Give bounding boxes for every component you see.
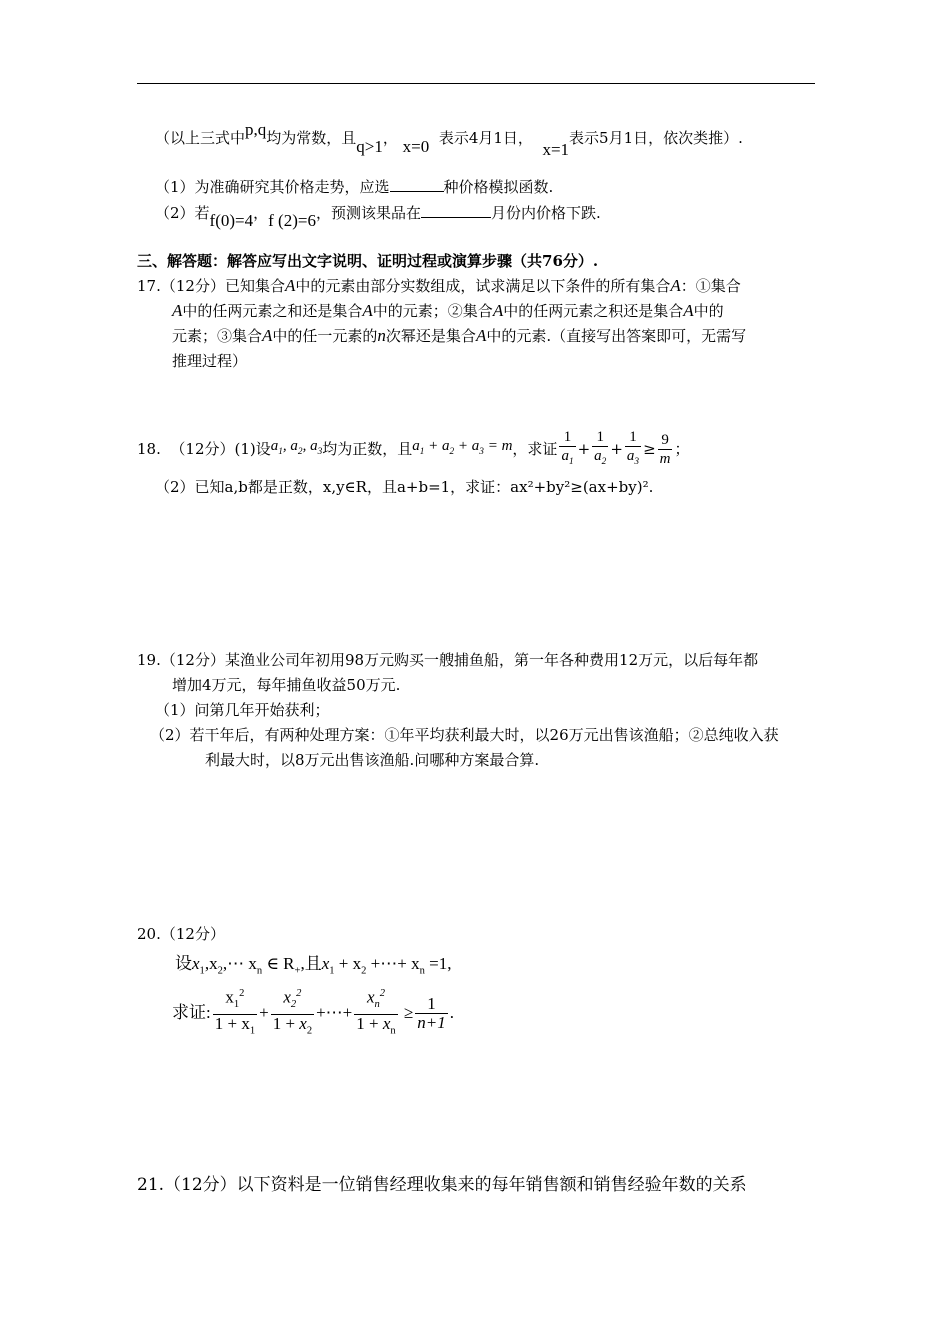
header-rule <box>137 83 815 84</box>
p17-text: 元素；③集合 <box>172 327 263 345</box>
p17-text: 中的元素；②集合 <box>372 302 493 320</box>
p17-text: 中的任一元素的 <box>272 327 378 345</box>
frac-num: 1 <box>596 428 604 445</box>
p17-text: 中的元素由部分实数组成，试求满足以下条件的所有集合 <box>295 277 671 295</box>
frac-1-a3 <box>625 428 641 471</box>
p20-given-prefix: 设 <box>175 954 192 973</box>
frac-xn: $\frac{x_n^2}{1 + x_n}$ <box>354 985 397 1040</box>
q2-comma: ， <box>253 204 269 222</box>
q2-text-c: 月份内价格下跌. <box>490 204 601 222</box>
p18-text: （12分）(1)设 <box>170 440 271 458</box>
p17-text: （12分）已知集合 <box>160 277 285 295</box>
set-a: A <box>683 301 694 320</box>
frac-x1: $\frac{x_1^2}{1 + x_1}$ <box>213 985 257 1040</box>
p19-line-1: 19.（12分）某渔业公司年初用98万元购买一艘捕鱼船，第一年各种费用12万元，以后每年都 <box>137 651 759 669</box>
frac-num: 1 <box>629 428 637 445</box>
q2-blank <box>421 203 491 218</box>
intro-text-1: （以上三式中 <box>155 129 246 147</box>
p18-text: ，求证 <box>512 440 558 458</box>
p19-line-2: 增加4万元，每年捕鱼收益50万元. <box>172 676 401 694</box>
intro-text-3: 表示4月1日， <box>438 129 533 147</box>
set-a: A <box>492 301 504 320</box>
p20-heading: 20.（12分） <box>137 925 225 943</box>
p17-line-4: 推理过程） <box>172 352 248 370</box>
frac-den: $a_1$ <box>559 446 575 471</box>
p18-line-2: （2）已知a,b都是正数，x,y∈R，且a+b=1，求证：ax²+by²≥(ax+by)². <box>155 478 654 496</box>
frac-den: $a_2$ <box>592 446 608 471</box>
p17-text: 中的任两元素之积还是集合 <box>503 302 684 320</box>
p19-line-4: （2）若干年后，有两种处理方案：①年平均获利最大时，以26万元出售该渔船；②总纯收入获 <box>150 726 779 744</box>
frac-1-a1 <box>559 428 575 471</box>
p17-text: 次幂还是集合 <box>385 327 476 345</box>
p21-line-1: 21.（12分）以下资料是一位销售经理收集来的每年销售额和销售经验年数的关系 <box>137 1175 747 1195</box>
p19-line-5: 利最大时，以8万元出售该渔船.问哪种方案最合算. <box>205 751 540 769</box>
section-3-heading: 三、解答题：解答应写出文字说明、证明过程或演算步骤（共76分）. <box>137 252 599 270</box>
set-a: A <box>362 301 373 320</box>
p20-dot: . <box>449 1003 455 1022</box>
question-2 <box>155 203 601 230</box>
intro-text-2: 均为常数，且 <box>266 129 357 147</box>
p17-line-2 <box>172 301 724 321</box>
question-1 <box>155 177 553 197</box>
q1-text-end: 种价格模拟函数. <box>443 178 554 196</box>
frac-num: 1 <box>563 428 572 445</box>
p17-number: 17. <box>137 277 161 295</box>
set-a: A <box>284 276 296 295</box>
set-a: A <box>172 301 183 320</box>
intro-x0: x=0 <box>402 137 430 156</box>
p18-line-1: 18. （12分）(1)设 $a_1$, $a_2$, $a_3$ 均为正数，且 $a_1 + a_2 + a_3 = m$ ，求证 $\frac{1}{a_1}$ + $\frac{1}{a_2}$ + $\frac{1}{a_3}$ ≥ $\frac{9}{m}$ ； <box>137 428 690 470</box>
intro-text-4: 表示5月1日，依次类推）. <box>569 129 743 147</box>
intro-pq: p,q <box>245 120 267 139</box>
frac-den: m <box>659 450 671 467</box>
q1-blank <box>390 177 444 192</box>
p17-text: 中的元素.（直接写出答案即可，无需写 <box>486 327 747 345</box>
q2-f0: f(0)=4 <box>209 211 254 230</box>
p18-number: 18. <box>137 440 161 458</box>
var-n: n <box>377 326 386 345</box>
p17-text: 中的任两元素之和还是集合 <box>182 302 363 320</box>
intro-line <box>155 120 743 159</box>
frac-den: $a_3$ <box>625 446 641 471</box>
intro-q: q>1 <box>356 137 383 156</box>
q1-text: （1）为准确研究其价格走势，应选 <box>155 178 390 196</box>
q2-text: （2）若 <box>155 204 210 222</box>
frac-den: n+1 <box>417 1012 446 1032</box>
set-a: A <box>262 326 273 345</box>
frac-1-a2 <box>592 428 608 471</box>
p20-prove: 求证: $\frac{x_1^2}{1 + x_1}$ + $\frac{x_2^2}{1 + x_2}$ +⋯+ $\frac{x_n^2}{1 + x_n}$ ≥ $\frac{1}{n+1}$ . <box>172 988 454 1038</box>
p18-semicolon: ； <box>674 440 690 458</box>
p18-text: 均为正数，且 <box>322 440 413 458</box>
q2-f2: f (2)=6 <box>268 211 316 230</box>
p17-text: 中的 <box>693 302 724 320</box>
p19-line-3: （1）问第几年开始获利； <box>155 701 330 719</box>
frac-9-m <box>658 431 673 468</box>
p17-line-3 <box>172 326 746 346</box>
set-a: A <box>670 276 681 295</box>
frac-1-np1 <box>415 995 447 1032</box>
frac-x2: $\frac{x_2^2}{1 + x_2}$ <box>271 985 314 1040</box>
p20-given: 设$x_1,x_2,\cdots$ $x_n$ ∈ $R_+$,且$x_1 + x_2$ +⋯+ $x_n =1$, <box>175 954 452 977</box>
p18-vars: $a_1$, $a_2$, $a_3$ <box>270 438 323 457</box>
p20-prove-label: 求证: <box>172 1003 211 1022</box>
intro-x1: x=1 <box>542 140 570 159</box>
p17-line-1 <box>137 276 741 296</box>
p20-geq: ≥ <box>403 1003 414 1022</box>
p17-text: ：①集合 <box>680 277 741 295</box>
q2-text-b: ，预测该果品在 <box>315 204 421 222</box>
intro-comma: ， <box>382 129 398 147</box>
p18-sum: $a_1 + a_2 + a_3 = m$ <box>412 438 513 457</box>
set-a: A <box>475 326 487 345</box>
frac-num: 1 <box>427 993 436 1013</box>
frac-num: 9 <box>661 431 669 448</box>
